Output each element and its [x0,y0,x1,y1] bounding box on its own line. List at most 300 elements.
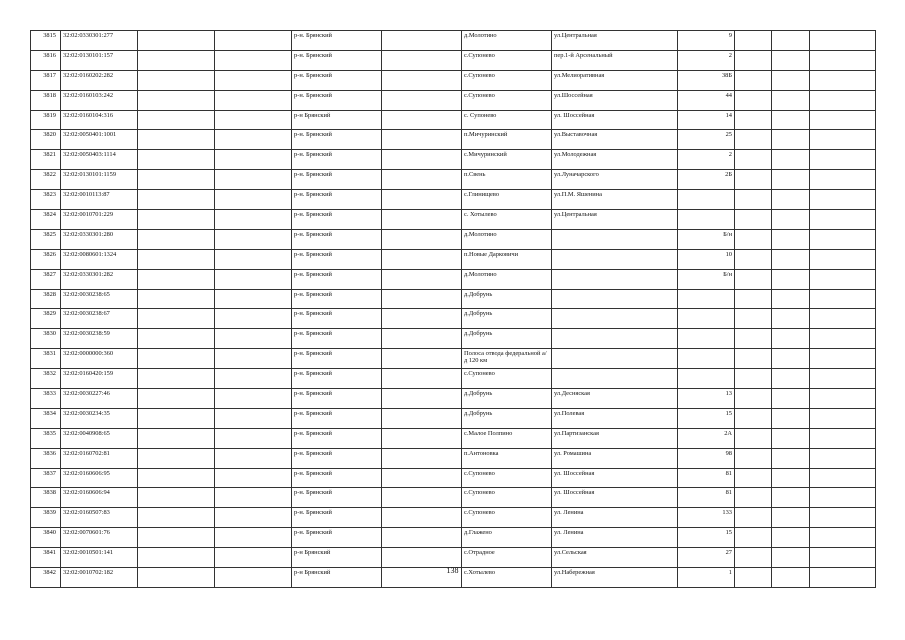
empty-cell [810,289,876,309]
locality-cell: с.Супонево [462,50,552,70]
house-number-cell [678,190,735,210]
district-cell: р-н. Брянский [292,448,382,468]
cadastral-number-cell: 32:02:0050403:1114 [61,150,138,170]
empty-cell [810,408,876,428]
empty-cell [735,548,772,568]
empty-cell [735,249,772,269]
locality-cell: с.Малое Полпино [462,428,552,448]
street-cell: ул. Шоссейная [552,488,678,508]
empty-cell [215,70,292,90]
table-row [31,229,876,249]
cadastral-number-cell: 32:02:0130101:157 [61,50,138,70]
district-cell: р-н. Брянский [292,508,382,528]
empty-cell [215,548,292,568]
cadastral-number-cell: 32:02:0010501:141 [61,548,138,568]
empty-cell [810,210,876,230]
street-cell: ул. Ленина [552,508,678,528]
empty-cell [138,150,215,170]
district-cell: р-н. Брянский [292,31,382,51]
cadastral-number-cell: 32:02:0030234:35 [61,408,138,428]
empty-cell [772,508,810,528]
house-number-cell [678,289,735,309]
empty-cell [810,90,876,110]
street-cell: ул.П.М. Яшенина [552,190,678,210]
empty-cell [138,488,215,508]
table-row [31,488,876,508]
empty-cell [138,170,215,190]
street-cell: ул.Сельская [552,548,678,568]
empty-cell [215,110,292,130]
cadastral-number-cell: 32:02:0330301:280 [61,229,138,249]
house-number-cell: 15 [678,408,735,428]
street-cell: ул.Луначарского [552,170,678,190]
cadastral-number-cell: 32:02:0050401:1001 [61,130,138,150]
street-cell [552,229,678,249]
district-cell: р-н. Брянский [292,468,382,488]
empty-cell [138,548,215,568]
table-row [31,110,876,130]
empty-cell [810,50,876,70]
row-number-cell: 3823 [31,190,61,210]
empty-cell [138,190,215,210]
empty-cell [772,528,810,548]
empty-cell [215,170,292,190]
street-cell: ул. Шоссейная [552,468,678,488]
street-cell [552,289,678,309]
empty-cell [215,229,292,249]
empty-cell [772,309,810,329]
empty-cell [772,448,810,468]
row-number-cell: 3837 [31,468,61,488]
street-cell: ул.Мелиоративная [552,70,678,90]
empty-cell [382,31,462,51]
empty-cell [382,508,462,528]
table-row [31,349,876,369]
district-cell: р-н. Брянский [292,329,382,349]
district-cell: р-н. Брянский [292,269,382,289]
empty-cell [138,110,215,130]
district-cell: р-н. Брянский [292,70,382,90]
empty-cell [138,50,215,70]
empty-cell [215,448,292,468]
empty-cell [215,428,292,448]
empty-cell [382,50,462,70]
empty-cell [215,150,292,170]
house-number-cell: 81 [678,488,735,508]
cadastral-number-cell: 32:02:0080601:1324 [61,249,138,269]
empty-cell [772,369,810,389]
empty-cell [735,170,772,190]
row-number-cell: 3832 [31,369,61,389]
empty-cell [215,508,292,528]
row-number-cell: 3835 [31,428,61,448]
empty-cell [215,289,292,309]
locality-cell: с.Глинищево [462,190,552,210]
empty-cell [138,210,215,230]
row-number-cell: 3825 [31,229,61,249]
street-cell [552,349,678,369]
house-number-cell: 27 [678,548,735,568]
empty-cell [382,389,462,409]
row-number-cell: 3815 [31,31,61,51]
empty-cell [215,329,292,349]
cadastral-number-cell: 32:02:0010113:87 [61,190,138,210]
empty-cell [772,190,810,210]
district-cell: р-н. Брянский [292,289,382,309]
empty-cell [735,389,772,409]
row-number-cell: 3821 [31,150,61,170]
cadastral-number-cell: 32:02:0160202:282 [61,70,138,90]
empty-cell [138,408,215,428]
empty-cell [138,269,215,289]
empty-cell [735,130,772,150]
district-cell: р-н. Брянский [292,210,382,230]
empty-cell [810,468,876,488]
row-number-cell: 3818 [31,90,61,110]
table-row [31,528,876,548]
cadastral-number-cell: 32:02:0160606:95 [61,468,138,488]
locality-cell: д.Добрунь [462,329,552,349]
street-cell: ул.Молодежная [552,150,678,170]
cadastral-number-cell: 32:02:0160104:316 [61,110,138,130]
table-row [31,389,876,409]
house-number-cell: 25 [678,130,735,150]
district-cell: р-н. Брянский [292,389,382,409]
empty-cell [138,130,215,150]
district-cell: р-н. Брянский [292,488,382,508]
empty-cell [138,428,215,448]
house-number-cell [678,329,735,349]
district-cell: р-н. Брянский [292,528,382,548]
empty-cell [772,269,810,289]
district-cell: р-н. Брянский [292,369,382,389]
cadastral-number-cell: 32:02:0040908:65 [61,428,138,448]
empty-cell [810,170,876,190]
table-row [31,90,876,110]
street-cell [552,269,678,289]
empty-cell [772,130,810,150]
empty-cell [810,528,876,548]
district-cell: р-н Брянский [292,568,382,588]
cadastral-number-cell: 32:02:0010701:229 [61,210,138,230]
empty-cell [735,229,772,249]
empty-cell [138,289,215,309]
row-number-cell: 3822 [31,170,61,190]
empty-cell [382,488,462,508]
empty-cell [810,329,876,349]
locality-cell: д.Молотино [462,229,552,249]
table-row [31,329,876,349]
cadastral-number-cell: 32:02:0160507:83 [61,508,138,528]
empty-cell [735,528,772,548]
empty-cell [810,130,876,150]
empty-cell [215,468,292,488]
district-cell: р-н. Брянский [292,170,382,190]
empty-cell [215,389,292,409]
empty-cell [810,269,876,289]
cadastral-number-cell: 32:02:0000000:360 [61,349,138,369]
empty-cell [772,70,810,90]
house-number-cell [678,210,735,230]
locality-cell: с. Хотылево [462,210,552,230]
row-number-cell: 3842 [31,568,61,588]
district-cell: р-н. Брянский [292,349,382,369]
empty-cell [772,428,810,448]
locality-cell: п.Новые Дарковичи [462,249,552,269]
row-number-cell: 3830 [31,329,61,349]
empty-cell [382,150,462,170]
empty-cell [810,369,876,389]
table-row [31,31,876,51]
row-number-cell: 3838 [31,488,61,508]
empty-cell [810,150,876,170]
empty-cell [772,349,810,369]
house-number-cell: 13 [678,389,735,409]
empty-cell [772,110,810,130]
street-cell: ул.Набережная [552,568,678,588]
district-cell: р-н. Брянский [292,229,382,249]
row-number-cell: 3824 [31,210,61,230]
empty-cell [810,349,876,369]
row-number-cell: 3841 [31,548,61,568]
table-row [31,289,876,309]
empty-cell [735,329,772,349]
empty-cell [138,70,215,90]
empty-cell [382,369,462,389]
empty-cell [735,448,772,468]
table-row [31,408,876,428]
empty-cell [735,50,772,70]
empty-cell [382,528,462,548]
empty-cell [810,309,876,329]
table-row [31,369,876,389]
empty-cell [215,269,292,289]
street-cell: ул.Выставочная [552,130,678,150]
house-number-cell: 14 [678,110,735,130]
house-number-cell: 38Б [678,70,735,90]
table-row [31,210,876,230]
empty-cell [810,110,876,130]
locality-cell: с.Супонево [462,369,552,389]
table-row [31,249,876,269]
row-number-cell: 3839 [31,508,61,528]
house-number-cell: 15 [678,528,735,548]
empty-cell [382,349,462,369]
empty-cell [772,468,810,488]
empty-cell [735,508,772,528]
district-cell: р-н. Брянский [292,190,382,210]
locality-cell: п.Мичуринский [462,130,552,150]
row-number-cell: 3817 [31,70,61,90]
empty-cell [772,548,810,568]
district-cell: р-н. Брянский [292,50,382,70]
locality-cell: Полоса отвода федеральной а/д 120 км [462,349,552,369]
empty-cell [215,210,292,230]
empty-cell [735,428,772,448]
table-row [31,548,876,568]
row-number-cell: 3831 [31,349,61,369]
locality-cell: с.Отрадное [462,548,552,568]
empty-cell [215,50,292,70]
table-row [31,309,876,329]
street-cell: ул. Шоссейная [552,110,678,130]
house-number-cell: 133 [678,508,735,528]
registry-rows [31,31,876,588]
street-cell [552,309,678,329]
table-row [31,448,876,468]
empty-cell [138,508,215,528]
empty-cell [810,428,876,448]
district-cell: р-н. Брянский [292,309,382,329]
empty-cell [772,31,810,51]
empty-cell [772,150,810,170]
street-cell: пер.1-й Арсенальный [552,50,678,70]
house-number-cell: 9 [678,31,735,51]
locality-cell: с.Мичуринский [462,150,552,170]
empty-cell [382,90,462,110]
district-cell: р-н. Брянский [292,249,382,269]
empty-cell [772,50,810,70]
empty-cell [215,249,292,269]
empty-cell [215,349,292,369]
empty-cell [735,150,772,170]
empty-cell [735,488,772,508]
table-row [31,70,876,90]
empty-cell [810,488,876,508]
locality-cell: с.Супонево [462,508,552,528]
empty-cell [735,269,772,289]
house-number-cell: Б/н [678,269,735,289]
table-row [31,190,876,210]
empty-cell [735,110,772,130]
empty-cell [772,289,810,309]
empty-cell [735,70,772,90]
house-number-cell: 98 [678,448,735,468]
empty-cell [735,190,772,210]
empty-cell [810,448,876,468]
locality-cell: д.Добрунь [462,389,552,409]
district-cell: р-н. Брянский [292,408,382,428]
district-cell: р-н. Брянский [292,90,382,110]
street-cell: ул.Полевая [552,408,678,428]
cadastral-number-cell: 32:02:0030227:46 [61,389,138,409]
empty-cell [772,170,810,190]
house-number-cell: 81 [678,468,735,488]
locality-cell: д.Добрунь [462,289,552,309]
empty-cell [772,229,810,249]
street-cell: ул. Ромашина [552,448,678,468]
empty-cell [772,389,810,409]
cadastral-number-cell: 32:02:0030238:67 [61,309,138,329]
row-number-cell: 3826 [31,249,61,269]
house-number-cell [678,349,735,369]
table-row [31,50,876,70]
cadastral-number-cell: 32:02:0160103:242 [61,90,138,110]
district-cell: р-н. Брянский [292,150,382,170]
street-cell [552,369,678,389]
empty-cell [215,408,292,428]
empty-cell [735,289,772,309]
table-row [31,269,876,289]
empty-cell [382,428,462,448]
empty-cell [138,329,215,349]
empty-cell [138,468,215,488]
street-cell [552,329,678,349]
empty-cell [810,190,876,210]
row-number-cell: 3829 [31,309,61,329]
locality-cell: д.Добрунь [462,408,552,428]
empty-cell [772,329,810,349]
empty-cell [382,309,462,329]
row-number-cell: 3834 [31,408,61,428]
empty-cell [138,309,215,329]
empty-cell [735,408,772,428]
table-row [31,170,876,190]
empty-cell [382,329,462,349]
house-number-cell: Б/н [678,229,735,249]
table-row [31,508,876,528]
cadastral-number-cell: 32:02:0160420:159 [61,369,138,389]
cadastral-number-cell: 32:02:0030238:59 [61,329,138,349]
cadastral-number-cell: 32:02:0160702:81 [61,448,138,468]
street-cell: ул.Партизанская [552,428,678,448]
empty-cell [382,289,462,309]
district-cell: р-н Брянский [292,548,382,568]
empty-cell [215,90,292,110]
empty-cell [215,130,292,150]
locality-cell: с.Супонево [462,90,552,110]
empty-cell [810,229,876,249]
empty-cell [215,528,292,548]
district-cell: р-н. Брянский [292,130,382,150]
empty-cell [735,31,772,51]
locality-cell: д.Глажено [462,528,552,548]
house-number-cell [678,309,735,329]
locality-cell: д.Добрунь [462,309,552,329]
empty-cell [810,249,876,269]
house-number-cell: 2 [678,150,735,170]
empty-cell [772,210,810,230]
row-number-cell: 3840 [31,528,61,548]
house-number-cell: 1 [678,568,735,588]
street-cell: ул. Ленина [552,528,678,548]
empty-cell [735,468,772,488]
locality-cell: с.Супонево [462,70,552,90]
locality-cell: п.Свень [462,170,552,190]
locality-cell: с.Супонево [462,468,552,488]
empty-cell [382,190,462,210]
table-row [31,150,876,170]
empty-cell [382,548,462,568]
street-cell: ул.Центральная [552,31,678,51]
house-number-cell: 10 [678,249,735,269]
empty-cell [382,448,462,468]
empty-cell [138,31,215,51]
empty-cell [772,488,810,508]
empty-cell [810,389,876,409]
empty-cell [215,369,292,389]
empty-cell [772,249,810,269]
empty-cell [810,70,876,90]
row-number-cell: 3820 [31,130,61,150]
empty-cell [382,70,462,90]
empty-cell [382,408,462,428]
empty-cell [215,31,292,51]
house-number-cell: 2А [678,428,735,448]
empty-cell [215,190,292,210]
locality-cell: с. Супонево [462,110,552,130]
row-number-cell: 3819 [31,110,61,130]
